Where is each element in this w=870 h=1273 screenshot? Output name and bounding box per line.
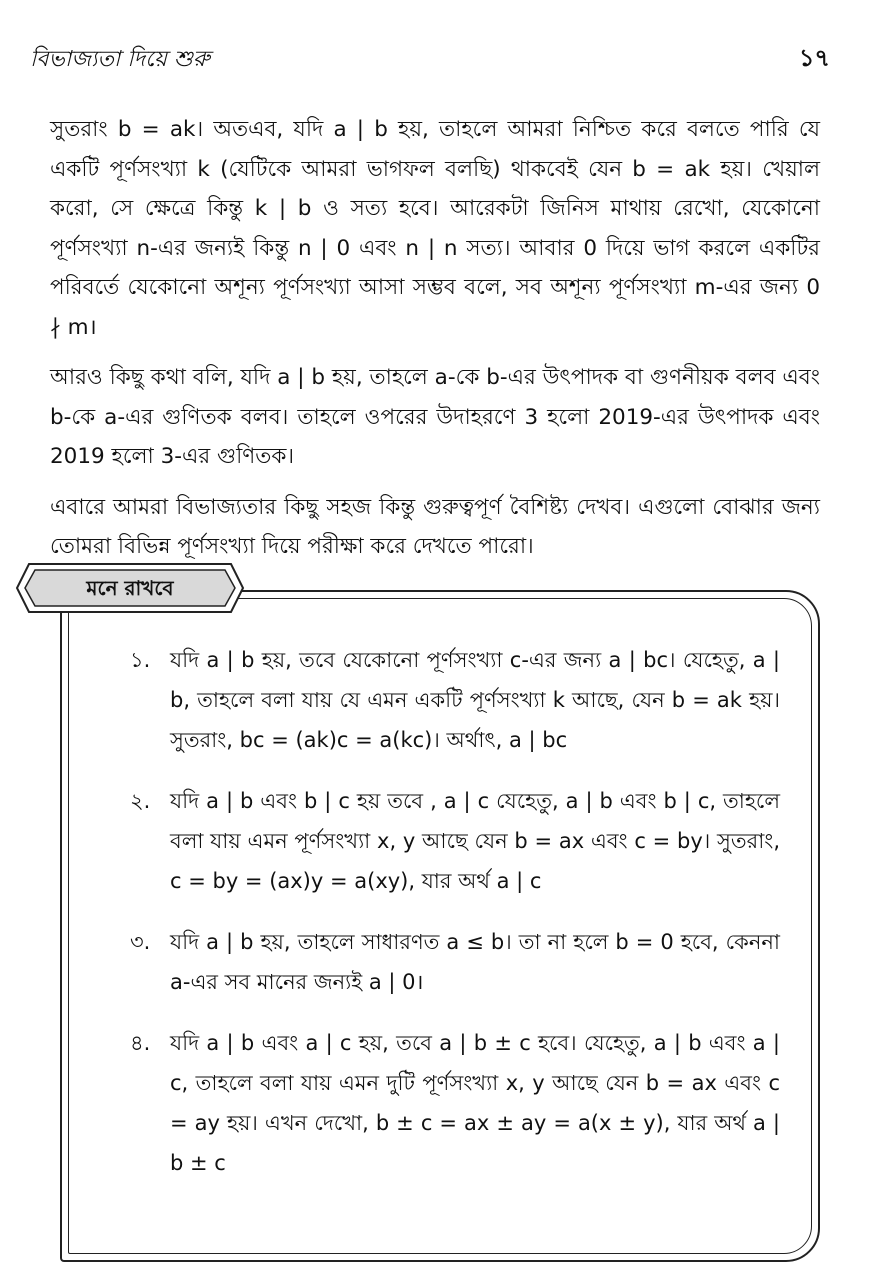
list-item-number: ২. — [130, 789, 151, 813]
remember-list — [130, 640, 780, 1204]
list-item — [130, 781, 780, 901]
body-text — [50, 110, 820, 578]
page-header — [30, 38, 830, 78]
list-item-number: ৪. — [130, 1031, 151, 1055]
list-item-text: যদি a | b হয়, তাহলে সাধারণত a ≤ b। তা না হলে b = 0 হবে, কেননা a-এর সব মানের জন্যই a | 0। — [170, 930, 780, 994]
list-item-number: ১. — [130, 648, 151, 672]
remember-box-title: মনে রাখবে — [86, 576, 174, 600]
list-item-text: যদি a | b এবং a | c হয়, তবে a | b ± c হবে। যেহেতু, a | b এবং a | c, তাহলে বলা যায় এমন দুটি পূর্ণসংখ্যা x, y আছে যেন b = ax এবং c = ay হয়। এখন দেখো, b ± c = ax ± ay = a(x ± y), যার অর্থ a | b ± c — [170, 1031, 780, 1175]
list-item — [130, 640, 780, 760]
list-item — [130, 1023, 780, 1183]
paragraph: আরও কিছু কথা বলি, যদি a | b হয়, তাহলে a-কে b-এর উৎপাদক বা গুণনীয়ক বলব এবং b-কে a-এর গুণিতক বলব। তাহলে ওপরের উদাহরণে 3 হলো 2019-এর উৎপাদক এবং 2019 হলো 3-এর গুণিতক। — [50, 365, 820, 469]
list-item-text: যদি a | b হয়, তবে যেকোনো পূর্ণসংখ্যা c-এর জন্য a | bc। যেহেতু, a | b, তাহলে বলা যায় যে এমন একটি পূর্ণসংখ্যা k আছে, যেন b = ak হয়। সুতরাং, bc = (ak)c = a(kc)। অর্থাৎ, a | bc — [170, 648, 780, 752]
list-item-number: ৩. — [130, 930, 151, 954]
paragraph: সুতরাং b = ak। অতএব, যদি a | b হয়, তাহলে আমরা নিশ্চিত করে বলতে পারি যে একটি পূর্ণসংখ্যা k (যেটিকে আমরা ভাগফল বলছি) থাকবেই যেন b = ak হয়। খেয়াল করো, সে ক্ষেত্রে কিন্তু k | b ও সত্য হবে। আরেকটা জিনিস মাথায় রেখো, যেকোনো পূর্ণসংখ্যা n-এর জন্যই কিন্তু n | 0 এবং n | n সত্য। আবার 0 দিয়ে ভাগ করলে একটির পরিবর্তে যেকোনো অশূন্য পূর্ণসংখ্যা আসা সম্ভব বলে, সব অশূন্য পূর্ণসংখ্যা m-এর জন্য 0 ∤ m। — [50, 117, 820, 340]
running-head: বিভাজ্যতা দিয়ে শুরু — [30, 47, 210, 72]
list-item-text: যদি a | b এবং b | c হয় তবে , a | c যেহেতু, a | b এবং b | c, তাহলে বলা যায় এমন পূর্ণসংখ্যা x, y আছে যেন b = ax এবং c = by। সুতরাং, c = by = (ax)y = a(xy), যার অর্থ a | c — [170, 789, 780, 893]
list-item — [130, 922, 780, 1002]
remember-box-tab — [15, 560, 245, 616]
page-number: ১৭ — [798, 44, 830, 72]
paragraph: এবারে আমরা বিভাজ্যতার কিছু সহজ কিন্তু গুরুত্বপূর্ণ বৈশিষ্ট্য দেখব। এগুলো বোঝার জন্য তোমরা বিভিন্ন পূর্ণসংখ্যা দিয়ে পরীক্ষা করে দেখতে পারো। — [50, 494, 820, 559]
